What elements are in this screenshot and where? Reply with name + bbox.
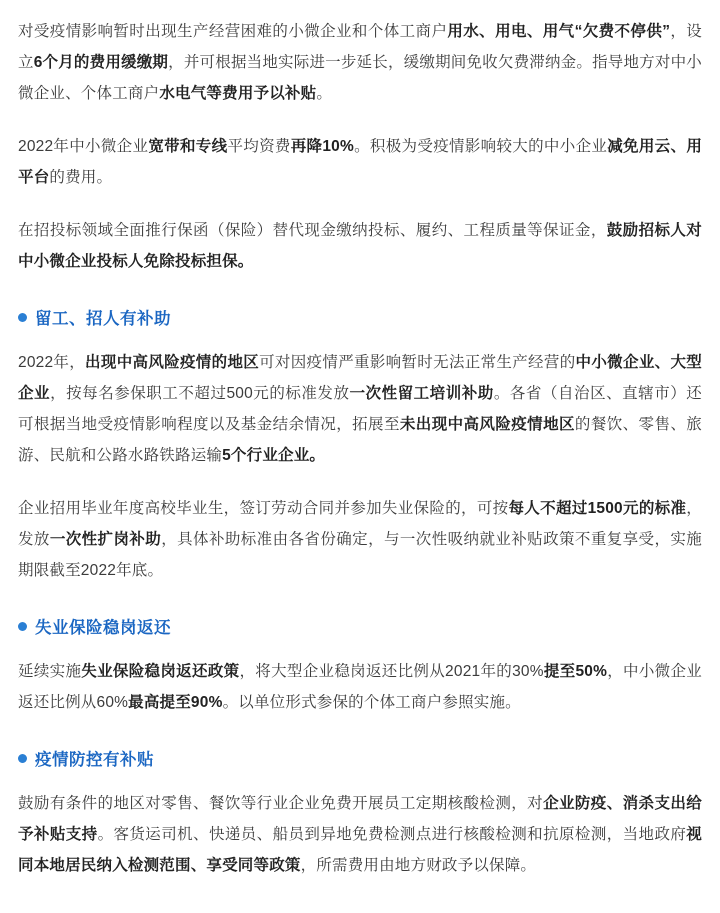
body-text: 。 (316, 85, 333, 102)
emphasized-text: 中小微企业、大型企业 (18, 354, 702, 402)
body-text: 企业招用毕业年度高校毕业生，签订劳动合同并参加失业保险的，可按 (18, 500, 509, 517)
section-heading (18, 614, 702, 638)
body-text: ，按每名参保职工不超过500元的标准发放 (50, 385, 350, 402)
body-text: 对受疫情影响暂时出现生产经营困难的小微企业和个体工商户 (18, 23, 448, 40)
paragraph (18, 347, 702, 471)
emphasized-text: 视同本地居民纳入检测范围、享受同等政策 (18, 826, 702, 874)
body-text: ，发放 (18, 500, 702, 548)
section-heading-label: 留工、招人有补助 (35, 310, 171, 328)
emphasized-text: 宽带和专线 (148, 138, 228, 155)
section-heading (18, 746, 702, 770)
bullet-dot-icon (18, 754, 27, 763)
bullet-dot-icon (18, 622, 27, 631)
body-text: 2022年中小微企业 (18, 138, 149, 155)
paragraph (18, 131, 702, 193)
bullet-dot-icon (18, 313, 27, 322)
body-text: 。积极为受疫情影响较大的中小企业 (353, 138, 608, 155)
emphasized-text: 水电气等费用予以补贴 (159, 85, 317, 102)
document-content (18, 16, 702, 881)
emphasized-text: 一次性留工培训补助 (349, 385, 494, 402)
emphasized-text: 鼓励招标人对中小微企业投标人免除投标担保。 (18, 222, 703, 270)
emphasized-text: 减免用云、用平台 (18, 138, 703, 186)
paragraph (18, 215, 702, 277)
body-text: 的餐饮、零售、旅游、民航和公路水路铁路运输 (18, 416, 702, 464)
body-text: ，中小微企业返还比例从60% (18, 663, 702, 711)
emphasized-text: 5个行业企业。 (222, 447, 326, 464)
body-text: ，并可根据当地实际进一步延长，缓缴期间免收欠费滞纳金。指导地方对中小微企业、个体工商户 (18, 54, 702, 102)
body-text: 在招投标领域全面推行保函（保险）替代现金缴纳投标、履约、工程质量等保证金， (18, 222, 607, 239)
emphasized-text: 再降10% (290, 138, 354, 155)
body-text: 。各省（自治区、直辖市）还可根据当地受疫情影响程度以及基金结余情况，拓展至 (18, 385, 702, 433)
paragraph (18, 16, 702, 109)
emphasized-text: 每人不超过1500元的标准 (508, 500, 687, 517)
emphasized-text: 最高提至90% (128, 694, 223, 711)
emphasized-text: 用水、用电、用气“欠费不停供” (447, 23, 671, 40)
paragraph (18, 493, 702, 586)
section-heading-label: 疫情防控有补贴 (35, 751, 154, 769)
body-text: 平均资费 (227, 138, 291, 155)
emphasized-text: 一次性扩岗补助 (49, 531, 162, 548)
emphasized-text: 失业保险稳岗返还政策 (81, 663, 240, 680)
body-text: ，所需费用由地方财政予以保障。 (300, 857, 537, 874)
body-text: 。客货运司机、快递员、船员到异地免费检测点进行核酸检测和抗原检测，当地政府 (97, 826, 687, 843)
paragraph (18, 656, 702, 718)
body-text: ，将大型企业稳岗返还比例从2021年的30% (239, 663, 544, 680)
paragraph (18, 788, 702, 881)
body-text: 的费用。 (49, 169, 113, 186)
body-text: 2022年， (18, 354, 86, 371)
body-text: 鼓励有条件的地区对零售、餐饮等行业企业免费开展员工定期核酸检测，对 (18, 795, 544, 812)
body-text: 延续实施 (18, 663, 82, 680)
emphasized-text: 未出现中高风险疫情地区 (399, 416, 575, 433)
section-heading (18, 305, 702, 329)
body-text: 。以单位形式参保的个体工商户参照实施。 (222, 694, 521, 711)
emphasized-text: 出现中高风险疫情的地区 (85, 354, 260, 371)
emphasized-text: 6个月的费用缓缴期 (33, 54, 169, 71)
emphasized-text: 企业防疫、消杀支出给予补贴支持 (18, 795, 702, 843)
body-text: 可对因疫情严重影响暂时无法正常生产经营的 (259, 354, 576, 371)
body-text: ，设立 (18, 23, 702, 71)
emphasized-text: 提至50% (543, 663, 608, 680)
section-heading-label: 失业保险稳岗返还 (35, 619, 171, 637)
body-text: ，具体补助标准由各省份确定，与一次性吸纳就业补贴政策不重复享受，实施期限截至2022年底。 (18, 531, 702, 579)
